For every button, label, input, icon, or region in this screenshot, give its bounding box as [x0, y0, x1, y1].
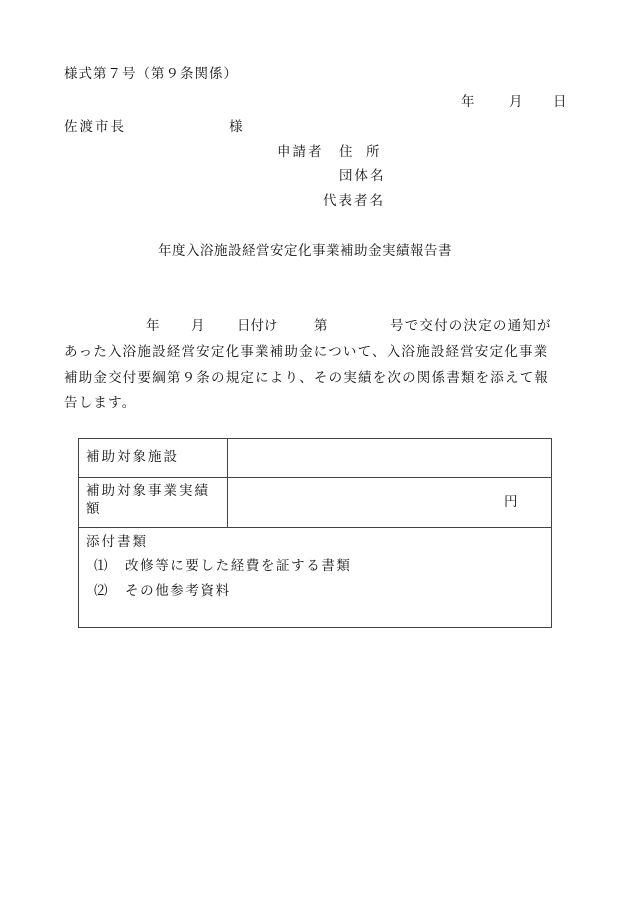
- body-date-label: 日付け: [237, 318, 278, 334]
- date-day-label: 日: [553, 94, 567, 110]
- body-line-3: 補助金交付要綱第９条の規定により、その実績を次の関係書類を添えて報: [64, 370, 550, 386]
- body-line-2: あった入浴施設経営安定化事業補助金について、入浴施設経営安定化事業: [64, 344, 549, 360]
- attachment-item: その他参考資料: [125, 583, 231, 599]
- attachment-number: ⑵: [94, 583, 108, 599]
- yen-unit: 円: [504, 494, 518, 510]
- attachment-number: ⑴: [94, 558, 108, 574]
- addressee-honorific: 様: [229, 119, 243, 135]
- body-month-label: 月: [191, 318, 205, 334]
- table-row-divider-1: [78, 477, 552, 478]
- document-title: 年度入浴施設経営安定化事業補助金実績報告書: [158, 243, 452, 259]
- form-number: 様式第７号（第９条関係）: [64, 66, 238, 82]
- date-month-label: 月: [509, 94, 523, 110]
- date-year-label: 年: [461, 94, 475, 110]
- organization-label: 団体名: [339, 168, 386, 184]
- result-amount-label-continued: 額: [86, 501, 100, 517]
- table-border-left: [78, 438, 79, 628]
- facility-label: 補助対象施設: [86, 449, 179, 465]
- table-border-bottom: [78, 627, 552, 628]
- body-line-4: 告します。: [64, 395, 137, 411]
- table-column-divider: [227, 438, 228, 527]
- representative-label: 代表者名: [323, 193, 385, 209]
- applicant-label: 申請者: [277, 144, 324, 160]
- addressee: 佐渡市長: [64, 119, 126, 135]
- address-label: 住 所: [339, 144, 380, 160]
- body-line-1: 号で交付の決定の通知が: [390, 318, 552, 334]
- table-border-right: [551, 438, 552, 628]
- body-year-label: 年: [146, 318, 160, 334]
- attachments-heading: 添付書類: [86, 534, 148, 550]
- table-border-top: [78, 438, 552, 439]
- body-number-prefix: 第: [314, 318, 328, 334]
- table-row-divider-2: [78, 527, 552, 528]
- attachment-item: 改修等に要した経費を証する書類: [125, 558, 352, 574]
- result-amount-label: 補助対象事業実績: [86, 483, 210, 499]
